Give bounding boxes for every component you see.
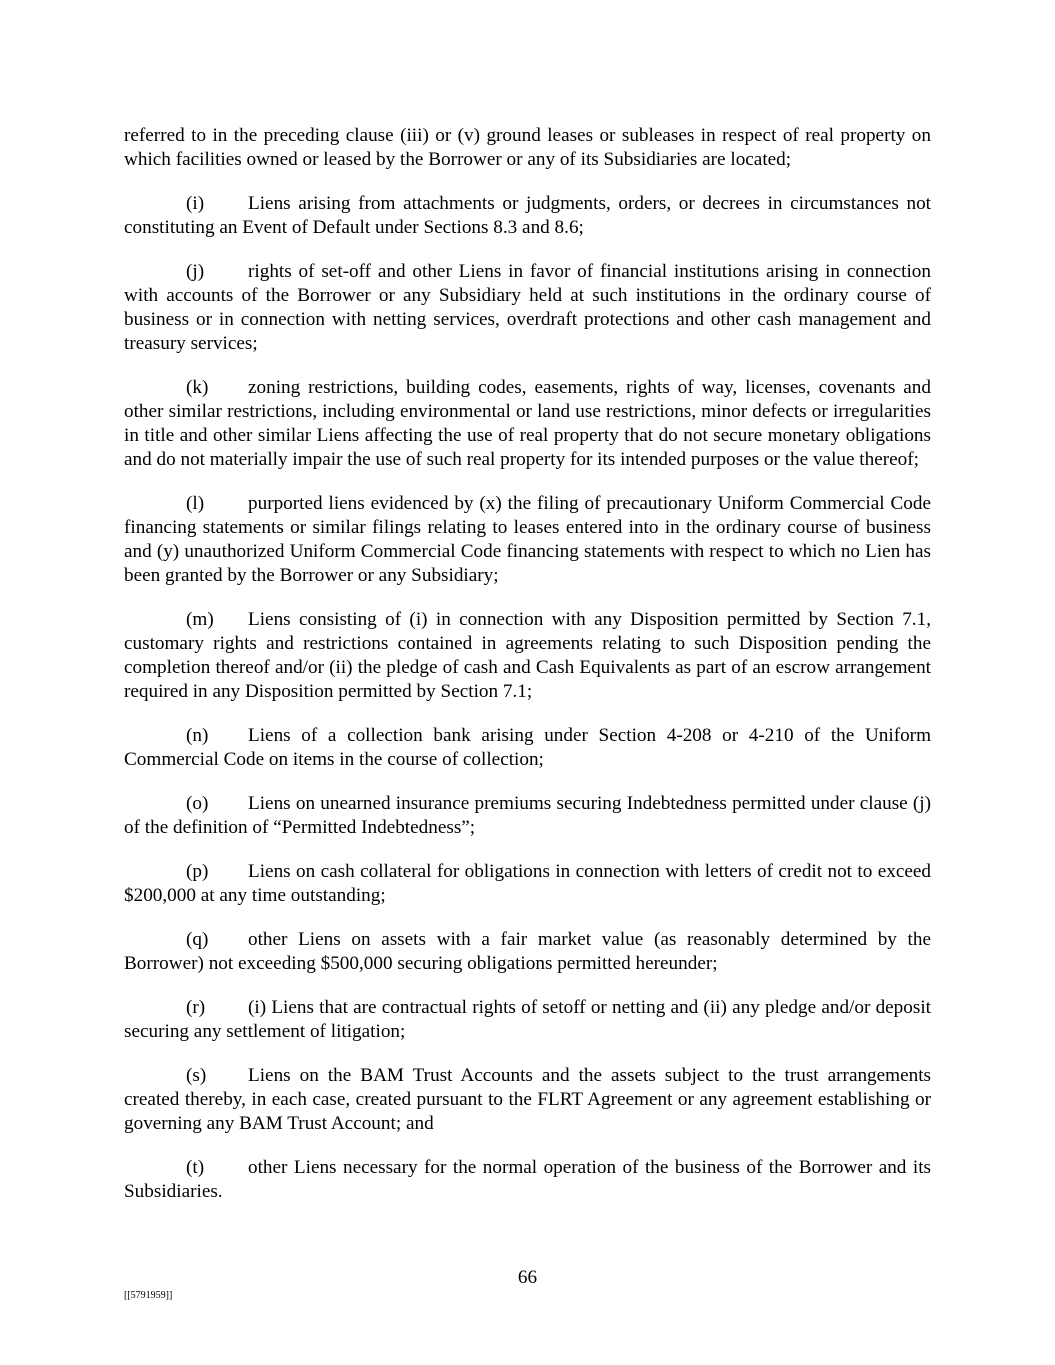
document-body: [124, 124, 931, 1224]
clause-label: (m): [186, 609, 214, 630]
clause-label: (n): [186, 725, 209, 746]
clause-r: [124, 996, 931, 1044]
clause-text: Liens on the BAM Trust Accounts and the assets subject to the trust arrangements created thereby, in each case, created pursuant to the FLRT Agreement or any agreement establishing or governing any BAM Trust Account; and: [124, 1065, 931, 1134]
clause-text: (i) Liens that are contractual rights of setoff or netting and (ii) any pledge and/or deposit securing any settlement of litigation;: [124, 997, 931, 1042]
clause-t: [124, 1156, 931, 1204]
clause-i: [124, 192, 931, 240]
clause-label: (l): [186, 493, 205, 514]
clause-n: [124, 724, 931, 772]
clause-label: (t): [186, 1157, 205, 1178]
clause-text: other Liens necessary for the normal operation of the business of the Borrower and its Subsidiaries.: [124, 1157, 931, 1202]
clause-s: [124, 1064, 931, 1136]
clause-label: (j): [186, 261, 205, 282]
clause-l: [124, 492, 931, 588]
clause-label: (o): [186, 793, 209, 814]
clause-k: [124, 376, 931, 472]
clause-text: rights of set-off and other Liens in favor of financial institutions arising in connection with accounts of the Borrower or any Subsidiary held at such institutions in the ordinary course of business or in connection with netting services, overdraft protections and other cash management and treasury services;: [124, 261, 931, 354]
clause-label: (s): [186, 1065, 207, 1086]
clause-o: [124, 792, 931, 840]
clause-text: zoning restrictions, building codes, easements, rights of way, licenses, covenants and other similar restrictions, including environmental or land use restrictions, minor defects or irregularities in title and other similar Liens affecting the use of real property that do not secure monetary obligations and do not materially impair the use of such real property for its intended purposes or the value thereof;: [124, 377, 931, 470]
continuation-paragraph: referred to in the preceding clause (iii) or (v) ground leases or subleases in respect of real property on which facilities owned or leased by the Borrower or any of its Subsidiaries are located;: [124, 125, 931, 170]
clause-p: [124, 860, 931, 908]
document-id: [[5791959]]: [124, 1290, 173, 1301]
clause-text: Liens consisting of (i) in connection with any Disposition permitted by Section 7.1, customary rights and restrictions contained in agreements relating to such Disposition pending the completion thereof and/or (ii) the pledge of cash and Cash Equivalents as part of an escrow arrangement required in any Disposition permitted by Section 7.1;: [124, 609, 931, 702]
clause-label: (r): [186, 997, 206, 1018]
clause-j: [124, 260, 931, 356]
clause-label: (k): [186, 377, 209, 398]
page-number: 66: [517, 1267, 538, 1288]
clause-text: other Liens on assets with a fair market value (as reasonably determined by the Borrower) not exceeding $500,000 securing obligations permitted hereunder;: [124, 929, 931, 974]
clause-m: [124, 608, 931, 704]
clause-text: purported liens evidenced by (x) the filing of precautionary Uniform Commercial Code financing statements or similar filings relating to leases entered into in the ordinary course of business and (y) unauthorized Uniform Commercial Code financing statements with respect to which no Lien has been granted by the Borrower or any Subsidiary;: [124, 493, 931, 586]
clause-text: Liens arising from attachments or judgments, orders, or decrees in circumstances not constituting an Event of Default under Sections 8.3 and 8.6;: [124, 193, 931, 238]
clause-text: Liens on cash collateral for obligations in connection with letters of credit not to exceed $200,000 at any time outstanding;: [124, 861, 931, 906]
clause-text: Liens of a collection bank arising under Section 4-208 or 4-210 of the Uniform Commercial Code on items in the course of collection;: [124, 725, 931, 770]
clause-label: (q): [186, 929, 209, 950]
clause-text: Liens on unearned insurance premiums securing Indebtedness permitted under clause (j) of the definition of “Permitted Indebtedness”;: [124, 793, 931, 838]
clause-label: (p): [186, 861, 209, 882]
clause-label: (i): [186, 193, 205, 214]
clause-q: [124, 928, 931, 976]
